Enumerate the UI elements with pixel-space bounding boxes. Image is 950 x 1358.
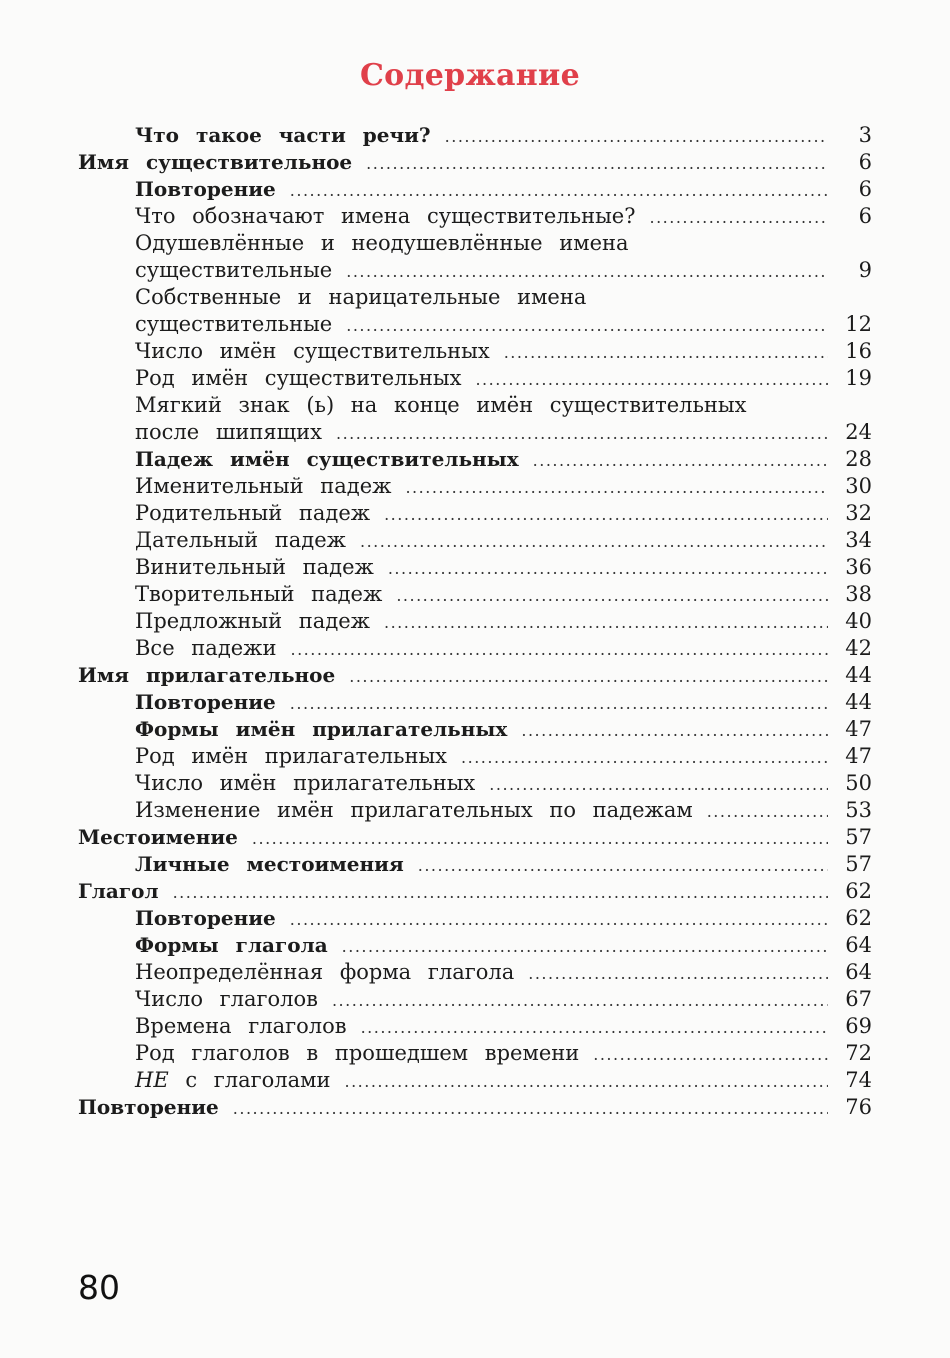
toc-entry-row: [135, 338, 872, 365]
toc-entry-row: [135, 311, 872, 338]
toc-entry-title-continued: существительные: [135, 258, 333, 282]
toc-page-number: 6: [858, 204, 872, 228]
toc-page-number: 24: [845, 420, 872, 444]
toc-entry-title: Личные местоимения: [135, 852, 404, 876]
toc-page-number: 34: [845, 528, 872, 552]
dot-leader: [349, 663, 828, 690]
dot-leader: [173, 879, 828, 906]
toc-entry: [0, 635, 950, 662]
dot-leader: [332, 987, 828, 1014]
toc-entry: [0, 149, 950, 176]
toc-entry-row: [135, 608, 872, 635]
dot-leader: [344, 1068, 828, 1095]
toc-entry-row: [78, 824, 872, 851]
dot-leader: [361, 1014, 828, 1041]
toc-entry-row: [135, 122, 872, 149]
toc-page-number: 64: [845, 960, 872, 984]
toc-entry: [0, 608, 950, 635]
toc-entry: [0, 662, 950, 689]
toc-entry: [0, 446, 950, 473]
toc-entry-row: [135, 257, 872, 284]
toc-entry-title: Повторение: [135, 906, 276, 930]
toc-page-number: 40: [845, 609, 872, 633]
toc-page-number: 30: [845, 474, 872, 498]
toc-entry: [0, 284, 950, 338]
dot-leader: [346, 258, 828, 285]
dot-leader: [418, 852, 828, 879]
toc-entry: [0, 986, 950, 1013]
toc-page-number: 47: [845, 717, 872, 741]
dot-leader: [290, 690, 828, 717]
toc-entry: [0, 230, 950, 284]
toc-page-number: 72: [845, 1041, 872, 1065]
toc-page-number: 64: [845, 933, 872, 957]
toc-entry-row: [135, 554, 872, 581]
toc-entry-title: Мягкий знак (ь) на конце имён существительных: [135, 393, 747, 417]
toc-entry-title: Изменение имён прилагательных по падежам: [135, 798, 693, 822]
toc-entry-title: Число имён прилагательных: [135, 771, 476, 795]
toc-entry: [0, 824, 950, 851]
dot-leader: [384, 501, 828, 528]
toc-entry-title: Повторение: [78, 1095, 219, 1119]
toc-page-number: 32: [845, 501, 872, 525]
toc-entry-row: [135, 365, 872, 392]
toc-entry-row: [78, 878, 872, 905]
toc-entry-title: Род имён прилагательных: [135, 744, 448, 768]
toc-entry-title: Род глаголов в прошедшем времени: [135, 1041, 580, 1065]
toc-entry-title: Формы имён прилагательных: [135, 717, 508, 741]
toc-entry-italic-prefix: НЕ: [135, 1068, 169, 1092]
toc-entry-row: [135, 743, 872, 770]
toc-entry-title: Дательный падеж: [135, 528, 346, 552]
toc-entry-row: [135, 770, 872, 797]
toc-page-number: 3: [858, 123, 872, 147]
toc-page-number: 67: [845, 987, 872, 1011]
toc-entry-row: [135, 203, 872, 230]
toc-page-number: 19: [845, 366, 872, 390]
dot-leader: [489, 771, 828, 798]
toc-entry-row: [135, 959, 872, 986]
toc-page-number: 74: [845, 1068, 872, 1092]
toc-entry-title: [135, 1067, 330, 1094]
toc-entry-row: [135, 473, 872, 500]
toc-entry: [0, 878, 950, 905]
toc-entry: [0, 797, 950, 824]
dot-leader: [346, 312, 828, 339]
toc-entry: [0, 176, 950, 203]
dot-leader: [528, 960, 828, 987]
dot-leader: [360, 528, 828, 555]
page-title: Содержание: [360, 58, 580, 93]
toc-page-number: 12: [845, 312, 872, 336]
dot-leader: [336, 420, 828, 447]
toc-page-number: 28: [845, 447, 872, 471]
toc-page-number: 44: [845, 663, 872, 687]
toc-entry-row: [135, 176, 872, 203]
toc-entry-row: [78, 662, 872, 689]
toc-entry: [0, 473, 950, 500]
table-of-contents: [0, 122, 950, 1121]
toc-entry-title: Глагол: [78, 879, 159, 903]
toc-entry-row: [135, 1013, 872, 1040]
toc-entry-title: Род имён существительных: [135, 366, 462, 390]
toc-entry-title: Число глаголов: [135, 987, 318, 1011]
toc-page-number: 76: [845, 1095, 872, 1119]
dot-leader: [405, 474, 828, 501]
toc-entry-row: [78, 149, 872, 176]
toc-entry-title: Что обозначают имена существительные?: [135, 204, 636, 228]
toc-entry-row: [135, 905, 872, 932]
toc-entry-title: Имя прилагательное: [78, 663, 336, 687]
toc-page-number: 69: [845, 1014, 872, 1038]
dot-leader: [233, 1095, 828, 1122]
toc-entry: [0, 959, 950, 986]
toc-entry-title: Собственные и нарицательные имена: [135, 285, 587, 309]
toc-entry-title: Что такое части речи?: [135, 123, 431, 147]
dot-leader: [366, 150, 828, 177]
toc-entry: [0, 716, 950, 743]
toc-entry: [0, 851, 950, 878]
toc-entry: [0, 365, 950, 392]
toc-page-number: 38: [845, 582, 872, 606]
toc-entry: [0, 500, 950, 527]
dot-leader: [396, 582, 828, 609]
toc-entry: [0, 581, 950, 608]
dot-leader: [504, 339, 828, 366]
toc-page-number: 6: [858, 150, 872, 174]
toc-entry-row: [78, 1094, 872, 1121]
dot-leader: [342, 933, 828, 960]
toc-entry-row: [135, 581, 872, 608]
toc-entry: [0, 1013, 950, 1040]
dot-leader: [707, 798, 828, 825]
toc-entry-row: [135, 716, 872, 743]
toc-entry: [0, 1040, 950, 1067]
toc-entry-title: Имя существительное: [78, 150, 353, 174]
dot-leader: [290, 177, 828, 204]
toc-entry-title: Предложный падеж: [135, 609, 370, 633]
toc-entry-title: Число имён существительных: [135, 339, 490, 363]
toc-entry: [0, 203, 950, 230]
toc-page-number: 62: [845, 906, 872, 930]
toc-entry-title-continued: после шипящих: [135, 420, 322, 444]
toc-entry-row: [135, 527, 872, 554]
toc-entry: [0, 689, 950, 716]
toc-entry-title: Винительный падеж: [135, 555, 374, 579]
toc-entry-title: Неопределённая форма глагола: [135, 960, 515, 984]
toc-page-number: 44: [845, 690, 872, 714]
toc-entry-row: [135, 689, 872, 716]
toc-entry: [0, 122, 950, 149]
page-number: 80: [78, 1268, 120, 1307]
toc-page-number: 50: [845, 771, 872, 795]
toc-page-number: 57: [845, 852, 872, 876]
toc-entry: [0, 392, 950, 446]
toc-entry-row: [135, 851, 872, 878]
toc-entry: [0, 527, 950, 554]
toc-entry: [0, 1067, 950, 1094]
dot-leader: [290, 906, 828, 933]
toc-entry: [0, 554, 950, 581]
dot-leader: [533, 447, 828, 474]
dot-leader: [475, 366, 828, 393]
toc-entry-title: Падеж имён существительных: [135, 447, 519, 471]
toc-entry: [0, 932, 950, 959]
dot-leader: [461, 744, 828, 771]
toc-entry-title: Именительный падеж: [135, 474, 392, 498]
toc-entry-title: Родительный падеж: [135, 501, 371, 525]
toc-entry-row: [135, 932, 872, 959]
toc-entry: [0, 1094, 950, 1121]
dot-leader: [521, 717, 828, 744]
dot-leader: [445, 123, 828, 150]
dot-leader: [388, 555, 828, 582]
toc-entry-title-continued: существительные: [135, 312, 333, 336]
toc-page-number: 62: [845, 879, 872, 903]
toc-entry: [0, 338, 950, 365]
toc-entry-row: [135, 446, 872, 473]
toc-page-number: 6: [858, 177, 872, 201]
dot-leader: [291, 636, 829, 663]
toc-page-number: 36: [845, 555, 872, 579]
toc-entry-title: Местоимение: [78, 825, 238, 849]
toc-entry-title: Творительный падеж: [135, 582, 383, 606]
dot-leader: [649, 204, 828, 231]
toc-entry-row: [135, 500, 872, 527]
toc-entry-title: Формы глагола: [135, 933, 328, 957]
toc-entry-row: [135, 797, 872, 824]
toc-entry-title: Повторение: [135, 177, 276, 201]
toc-entry-row: [135, 635, 872, 662]
toc-entry: [0, 905, 950, 932]
dot-leader: [252, 825, 828, 852]
toc-page-number: 47: [845, 744, 872, 768]
toc-entry-title: Повторение: [135, 690, 276, 714]
toc-entry-row: [135, 1040, 872, 1067]
toc-page-number: 42: [845, 636, 872, 660]
toc-entry-title: Все падежи: [135, 636, 277, 660]
dot-leader: [593, 1041, 828, 1068]
toc-entry-title: Одушевлённые и неодушевлённые имена: [135, 231, 629, 255]
toc-entry-row: [135, 419, 872, 446]
toc-entry: [0, 743, 950, 770]
toc-entry-row: [135, 1067, 872, 1094]
toc-page-number: 57: [845, 825, 872, 849]
toc-entry-row: [135, 986, 872, 1013]
dot-leader: [384, 609, 828, 636]
toc-page-number: 16: [845, 339, 872, 363]
toc-entry: [0, 770, 950, 797]
toc-entry-title: Времена глаголов: [135, 1014, 347, 1038]
toc-entry-title-rest: с глаголами: [185, 1068, 331, 1092]
toc-page-number: 9: [858, 258, 872, 282]
toc-page-number: 53: [845, 798, 872, 822]
